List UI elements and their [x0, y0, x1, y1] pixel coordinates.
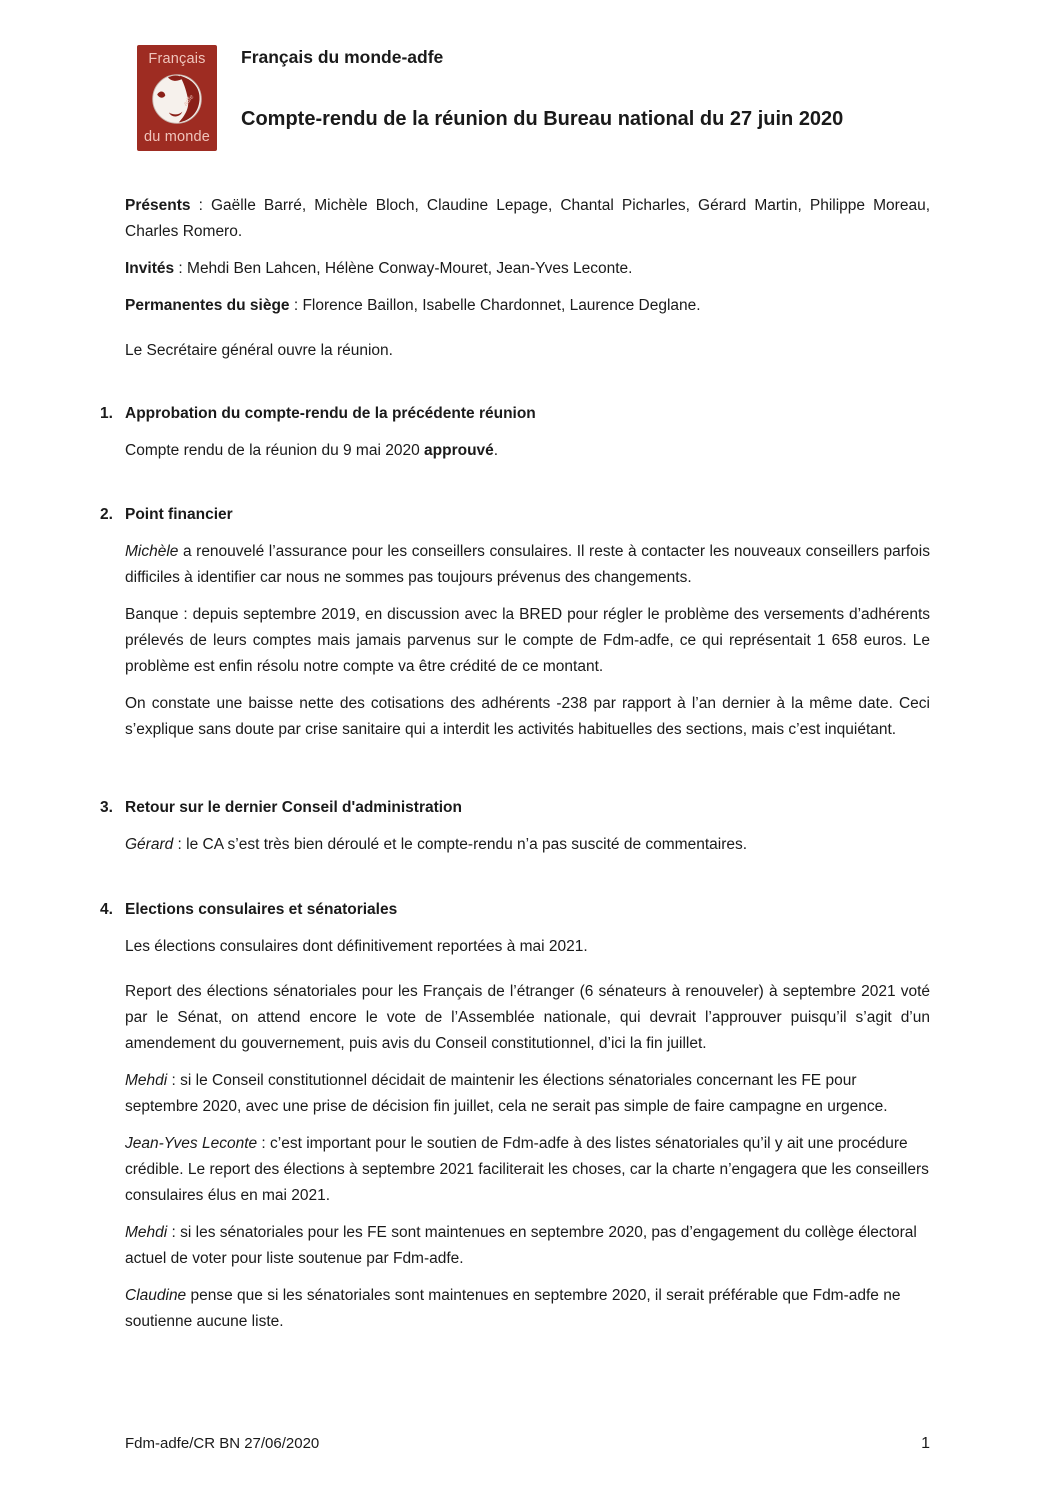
- text-run: pense que si les sénatoriales sont maintenues en septembre 2020, il serait préférable que Fdm-adfe ne soutienne aucune liste.: [125, 1287, 901, 1330]
- paragraph-opening: [125, 338, 930, 364]
- section-1-number: 1.: [100, 405, 113, 422]
- text-run: : le CA s’est très bien déroulé et le compte-rendu n’a pas suscité de commentaires.: [173, 836, 748, 853]
- text-run: Report des élections sénatoriales pour les Français de l’étranger (6 sénateurs à renouveler) à septembre 2021 voté par le Sénat, on attend encore le vote de l’Assemblée nationale, qui devrait l’approuver puisqu’il s’agit d’un amendement du gouvernement, puis avis du Conseil constitutionnel, d’ici la fin juillet.: [125, 983, 930, 1052]
- section-3: [100, 795, 930, 858]
- text-run: Mehdi: [125, 1072, 168, 1089]
- globe-adfe-text: adfe: [182, 93, 196, 107]
- section-2-paragraph-3: [125, 691, 930, 743]
- doc-title: Compte-rendu de la réunion du Bureau national du 27 juin 2020: [241, 108, 844, 130]
- section-1-paragraph-1: [125, 438, 930, 464]
- document-header: [137, 45, 930, 151]
- section-3-heading: [100, 795, 930, 821]
- text-run: Présents: [125, 197, 191, 214]
- text-run: Mehdi: [125, 1224, 168, 1241]
- logo-top-label: Français: [148, 51, 206, 67]
- text-run: Les élections consulaires dont définitivement reportées à mai 2021.: [125, 938, 588, 955]
- text-run: a renouvelé l’assurance pour les conseillers consulaires. Il reste à contacter les nouveaux conseillers parfois difficiles à identifier car nous ne sommes pas toujours prévenus des changements.: [125, 543, 930, 586]
- text-run: On constate une baisse nette des cotisations des adhérents -238 par rapport à l’an dernier à la même date. Ceci s’explique sans doute par crise sanitaire qui a interdit les activités habituelles des sections, mais c’est inquiétant.: [125, 695, 930, 738]
- globe-icon: [150, 72, 204, 126]
- paragraph-presents: [125, 193, 930, 245]
- paragraph-invites: [125, 256, 930, 282]
- section-2-number: 2.: [100, 506, 113, 523]
- text-run: : Mehdi Ben Lahcen, Hélène Conway-Mouret, Jean-Yves Leconte.: [174, 260, 633, 277]
- section-4-paragraph-3: [125, 1068, 930, 1120]
- section-4-paragraph-4: [125, 1131, 930, 1209]
- attendees-block: [125, 193, 930, 364]
- section-2-heading: [100, 502, 930, 528]
- section-4-paragraph-2: [125, 979, 930, 1057]
- text-run: Permanentes du siège: [125, 297, 290, 314]
- text-run: : si les sénatoriales pour les FE sont maintenues en septembre 2020, pas d’engagement du collège électoral actuel de voter pour liste soutenue par Fdm-adfe.: [125, 1224, 917, 1267]
- section-1: [100, 401, 930, 464]
- text-run: : Florence Baillon, Isabelle Chardonnet, Laurence Deglane.: [289, 297, 701, 314]
- footer-reference: Fdm-adfe/CR BN 27/06/2020: [125, 1435, 320, 1452]
- header-titles: [241, 45, 843, 131]
- text-run: Le Secrétaire général ouvre la réunion.: [125, 342, 393, 359]
- text-run: Claudine: [125, 1287, 187, 1304]
- paragraph-permanentes: [125, 293, 930, 319]
- text-run: Invités: [125, 260, 175, 277]
- text-run: : c’est important pour le soutien de Fdm-adfe à des listes sénatoriales qu’il y ait une procédure crédible. Le report des élections à septembre 2021 faciliterait les choses, car la charte n’engagera que les conseillers consulaires élus en mai 2021.: [125, 1135, 929, 1204]
- section-4-title: Elections consulaires et sénatoriales: [125, 901, 398, 918]
- section-2-paragraph-2: [125, 602, 930, 680]
- section-2: [100, 502, 930, 743]
- section-2-paragraph-1: [125, 539, 930, 591]
- section-1-title: Approbation du compte-rendu de la précédente réunion: [125, 405, 536, 422]
- org-logo: [137, 45, 217, 151]
- page-number: 1: [921, 1435, 930, 1452]
- section-4-paragraph-5: [125, 1220, 930, 1272]
- section-2-title: Point financier: [125, 506, 233, 523]
- text-run: Michèle: [125, 543, 179, 560]
- section-4-paragraph-6: [125, 1283, 930, 1335]
- text-run: Jean-Yves Leconte: [125, 1135, 258, 1152]
- text-run: Gérard: [125, 836, 174, 853]
- text-run: approuvé: [424, 442, 494, 459]
- text-run: : Gaëlle Barré, Michèle Bloch, Claudine Lepage, Chantal Picharles, Gérard Martin, Philippe Moreau, Charles Romero.: [125, 197, 930, 240]
- section-4-number: 4.: [100, 901, 113, 918]
- org-title: Français du monde-adfe: [241, 47, 444, 67]
- section-3-number: 3.: [100, 799, 113, 816]
- section-3-paragraph-1: [125, 832, 930, 858]
- section-3-title: Retour sur le dernier Conseil d'administration: [125, 799, 462, 816]
- text-run: Compte rendu de la réunion du 9 mai 2020: [125, 442, 425, 459]
- section-4-paragraph-1: [125, 934, 930, 960]
- logo-bottom-label: du monde: [143, 129, 211, 145]
- text-run: Banque : depuis septembre 2019, en discussion avec la BRED pour régler le problème des versements d’adhérents prélevés de leurs comptes mais jamais parvenus sur le compte de Fdm-adfe, ce qui représentait 1 658 euros. Le problème est enfin résolu notre compte va être crédité de ce montant.: [125, 606, 930, 675]
- text-run: .: [493, 442, 499, 459]
- section-4: [100, 897, 930, 1335]
- section-4-heading: [100, 897, 930, 923]
- text-run: : si le Conseil constitutionnel décidait de maintenir les élections sénatoriales concernant les FE pour septembre 2020, avec une prise de décision fin juillet, cela ne serait pas simple de faire campagne en urgence.: [125, 1072, 888, 1115]
- section-1-heading: [100, 401, 930, 427]
